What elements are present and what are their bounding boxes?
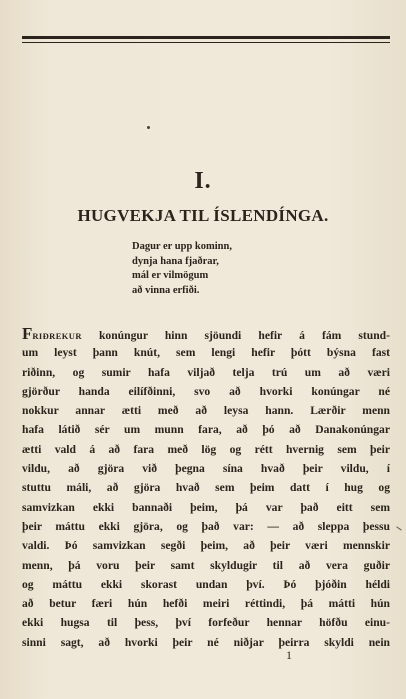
body-line: þeir máttu ekki gjöra, og það var: — að sleppa þessu — [22, 519, 390, 533]
body-line: nokkur annar ætti með að leysa hann. Lærðir menn — [22, 404, 390, 418]
header-rule-thin — [22, 42, 390, 43]
header-rule-thick — [22, 36, 390, 39]
body-line: ætti vald á að fara með lög og rétt hvernig sem þeir — [22, 442, 390, 456]
body-line: að betur færi hún hefði meiri réttindi, þá mátti hún — [22, 597, 390, 611]
small-caps-word: RIÐREKUR — [32, 331, 82, 341]
body-line: menn, þá voru þeir samt skyldugir til að vera guðir — [22, 558, 390, 572]
motto-line: að vinna erfiði. — [132, 284, 200, 296]
body-line: hafa látið sér um munn fara, að þó að Danakonúngar — [22, 423, 390, 437]
body-line: FRIÐREKUR konúngur hinn sjöundi hefir á fám stund- — [22, 324, 390, 343]
paper-speck — [147, 126, 150, 129]
body-line: samvizkan ekki bannaði þeim, þá var það eitt sem — [22, 500, 390, 514]
motto-line: mál er vilmögum — [132, 270, 209, 281]
chapter-number: I. — [194, 168, 212, 194]
margin-mark — [396, 526, 401, 530]
body-line: vildu, að gjöra við þegna sína hvað þeir vildu, í — [22, 462, 390, 476]
body-line: riðinn, og sumir hafa viljað telja trú um að væri — [22, 365, 390, 379]
body-line: sinni sagt, að hvorki þeir né niðjar þeirra skyldi nein — [22, 635, 390, 649]
body-line: og máttu ekki skorast undan því. Þó þjóðin héldi — [22, 577, 390, 591]
motto-line: Dagur er upp kominn, — [132, 241, 232, 252]
body-line: um leyst þann knút, sem lengi hefir þótt býsna fast — [22, 346, 390, 360]
body-line: ekki hugsa til þess, því forfeður hennar höfðu einu- — [22, 616, 390, 630]
drop-cap: F — [22, 324, 33, 343]
body-line: valdi. Þó samvizkan segði þeim, að þeir væri mennskir — [22, 539, 390, 553]
motto-line: dynja hana fjaðrar, — [132, 255, 219, 267]
body-line: stuttu máli, að gjöra hvað sem þeim datt í hug og — [22, 481, 390, 495]
body-text — [22, 324, 390, 652]
page-number: 1 — [286, 648, 292, 662]
motto-verse — [132, 240, 332, 298]
body-line: gjörður handa eilífðinni, svo að hvorki konúngar né — [22, 384, 390, 398]
chapter-title: HUGVEKJA TIL ÍSLENDÍNGA. — [77, 206, 329, 225]
